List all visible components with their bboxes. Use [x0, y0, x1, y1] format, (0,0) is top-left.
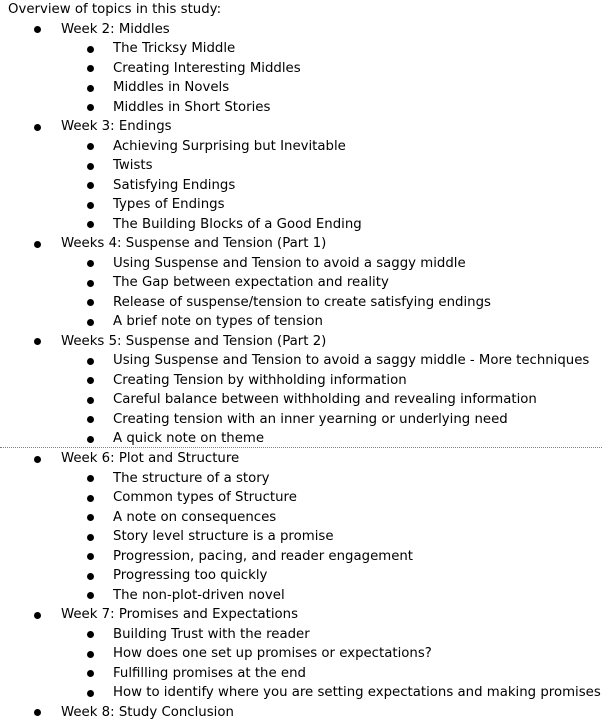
bullet-icon	[87, 592, 94, 599]
bullet-icon	[87, 573, 94, 580]
bullet-icon	[87, 377, 94, 384]
bullet-icon	[87, 436, 94, 443]
bullet-icon	[87, 514, 94, 521]
bullet-icon	[87, 260, 94, 267]
bullet-icon	[87, 163, 94, 170]
bullet-icon	[34, 26, 41, 33]
bullet-icon	[87, 85, 94, 92]
bullet-icon	[87, 46, 94, 53]
bullet-icon	[87, 299, 94, 306]
bullet-icon	[87, 475, 94, 482]
bullet-icon	[34, 241, 41, 248]
bullet-icon	[34, 612, 41, 619]
intro-text: Overview of topics in this study:	[8, 2, 222, 17]
bullet-icon	[87, 670, 94, 677]
bullet-icon	[87, 397, 94, 404]
bullet-icon	[87, 651, 94, 658]
bullet-icon	[87, 202, 94, 209]
bullet-icon	[34, 709, 41, 716]
bullet-icon	[87, 358, 94, 365]
page-break-divider	[0, 447, 602, 448]
bullet-icon	[87, 495, 94, 502]
bullet-icon	[87, 65, 94, 72]
bullet-icon	[87, 631, 94, 638]
bullet-icon	[34, 456, 41, 463]
bullet-icon	[87, 534, 94, 541]
bullet-icon	[87, 319, 94, 326]
bullet-icon	[87, 221, 94, 228]
bullet-icon	[34, 124, 41, 131]
bullet-icon	[87, 182, 94, 189]
bullet-icon	[87, 416, 94, 423]
bullet-icon	[87, 690, 94, 697]
bullet-icon	[34, 338, 41, 345]
bullet-icon	[87, 143, 94, 150]
bullet-icon	[87, 104, 94, 111]
bullet-icon	[87, 280, 94, 287]
bullet-icon	[87, 553, 94, 560]
